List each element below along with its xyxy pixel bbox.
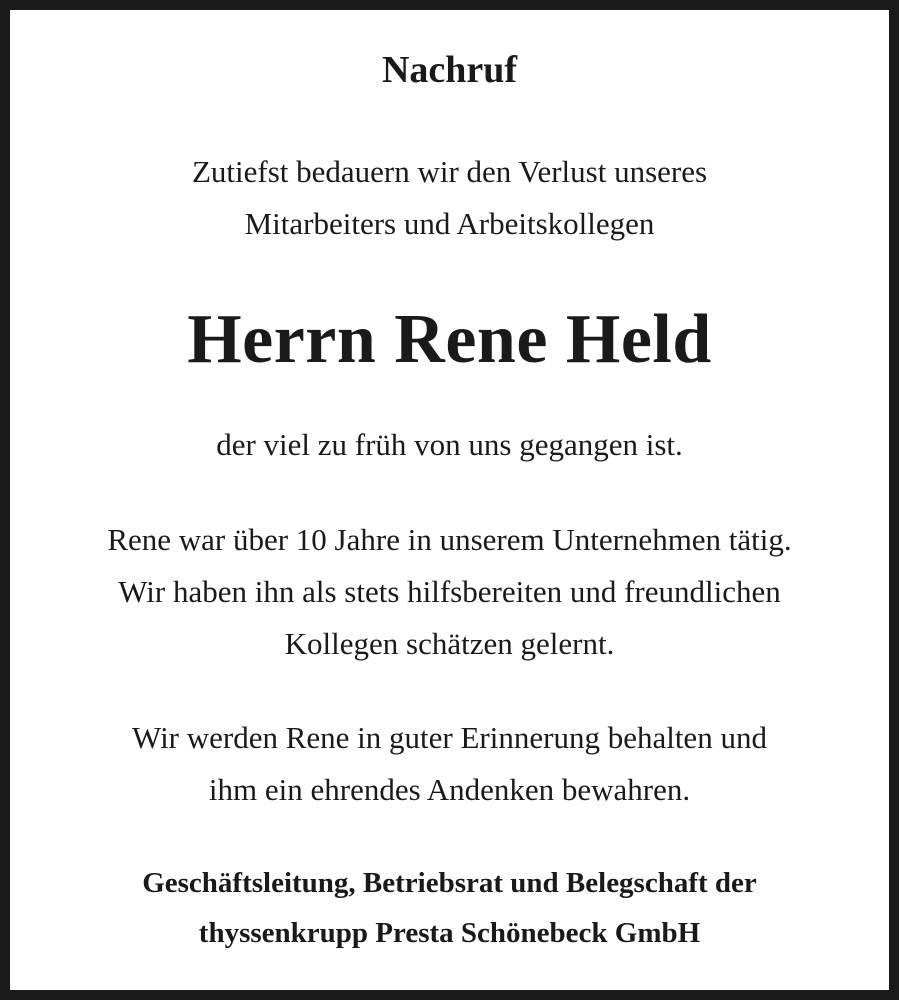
intro-line-1: Zutiefst bedauern wir den Verlust unseres — [191, 154, 708, 189]
memory-line-1: Wir werden Rene in guter Erinnerung behalten und — [132, 720, 767, 755]
memory-line-2: ihm ein ehrendes Andenken bewahren. — [208, 772, 691, 807]
notice-title: Nachruf — [381, 49, 518, 91]
tribute-line-1: Rene war über 10 Jahre in unserem Unternehmen tätig. — [107, 522, 792, 557]
intro-line-2: Mitarbeiters und Arbeitskollegen — [244, 206, 655, 241]
subtitle-line: der viel zu früh von uns gegangen ist. — [216, 427, 683, 462]
signoff-line-1: Geschäftsleitung, Betriebsrat und Belegschaft der — [142, 867, 757, 899]
tribute-line-3: Kollegen schätzen gelernt. — [284, 626, 615, 661]
tribute-line-2: Wir haben ihn als stets hilfsbereiten und freundlichen — [118, 574, 781, 609]
signoff-line-2: thyssenkrupp Presta Schönebeck GmbH — [198, 917, 701, 949]
deceased-name: Herrn Rene Held — [187, 301, 712, 378]
